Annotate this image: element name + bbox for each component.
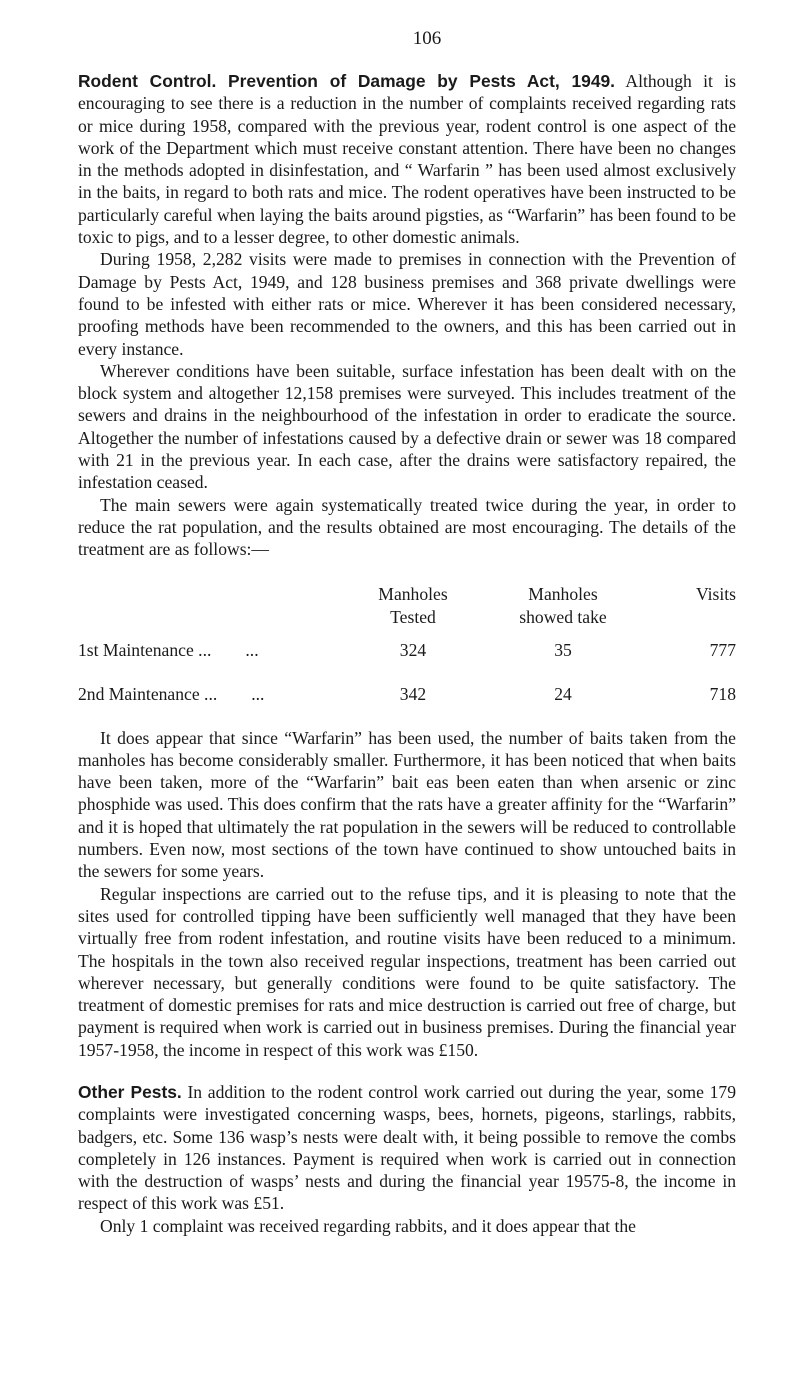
other-paragraph-2: Only 1 complaint was received regarding rabbits, and it does appear that the — [100, 1215, 636, 1236]
table-header-tested — [348, 583, 478, 629]
row-leader-dots: ... — [251, 683, 265, 704]
row-tested: 324 — [399, 639, 427, 660]
other-heading: Other Pests. — [78, 1081, 182, 1102]
header-take-line1: Manholes — [528, 583, 598, 604]
row-leader-dots: ... — [245, 639, 259, 660]
header-tested-line1: Manholes — [378, 583, 448, 604]
table-header-take — [478, 583, 648, 629]
rodent-paragraph-1-text: Although it is encouraging to see there is a reduction in the number of complaints received regarding rats or mice during 1958, compared with the previous year, rodent control is one aspect of the work of the Department which must receive constant attention. There have been no changes in the methods adopted in disinfestation, and “ Warfarin ” has been used almost exclusively in the baits, in regard to both rats and mice. The rodent operatives have been instructed to be particularly careful when laying the baits around pigsties, as “Warfarin” has been found to be toxic to pigs, and to a lesser degree, to other domestic animals. — [78, 71, 736, 248]
header-tested-line2: Tested — [390, 606, 436, 627]
header-take-line2: showed take — [519, 606, 607, 627]
row-visits: 777 — [709, 639, 736, 660]
treatment-table — [78, 583, 736, 705]
rodent-paragraph-6: Regular inspections are carried out to the refuse tips, and it is pleasing to note that the sites used for controlled tipping have been sufficiently well managed that they have been virtually free from rodent infestation, and routine visits have been reduced to a minimum. The hospitals in the town also received regular inspections, treatment has been carried out wherever necessary, but generally conditions were found to be quite satisfactory. The treatment of domestic premises for rats and mice destruction is carried out free of charge, but payment is required when work is carried out in business premises. During the financial year 1957-1958, the income in respect of this work was £150. — [78, 883, 736, 1060]
row-tested: 342 — [399, 683, 427, 704]
document-page — [78, 28, 736, 1237]
row-label — [78, 639, 348, 661]
header-visits-line1: Visits — [695, 583, 736, 604]
rodent-paragraph-4: The main sewers were again systematically treated twice during the year, in order to reduce the rat population, and the results obtained are most encouraging. The details of the treatment are as follows:— — [78, 494, 736, 560]
rodent-paragraph-5: It does appear that since “Warfarin” has been used, the number of baits taken from the manholes has become considerably smaller. Furthermore, it has been noticed that when baits have been taken, more of the “Warfarin” bait eas been eaten than when arsenic or zinc phosphide was used. This does confirm that the rats have a greater affinity for the “Warfarin” and it is hoped that ultimately the rat population in the sewers will be reduced to controllable numbers. Even now, most sections of the town have continued to show untouched baits in the sewers for some years. — [78, 727, 736, 882]
table-header-visits — [648, 583, 736, 606]
rodent-paragraph-2: During 1958, 2,282 visits were made to premises in connection with the Prevention of Damage by Pests Act, 1949, and 128 business premises and 368 private dwellings were found to be infested with either rats or mice. Wherever it has been considered necessary, proofing methods have been recommended to the owners, and this has been carried out in every instance. — [78, 249, 736, 359]
table-row — [78, 639, 736, 661]
row-take: 24 — [554, 683, 572, 704]
table-row — [78, 683, 736, 705]
row-label — [78, 683, 348, 705]
row-visits: 718 — [709, 683, 736, 704]
table-header-row — [78, 583, 736, 629]
row-take: 35 — [554, 639, 572, 660]
rodent-paragraph-3: Wherever conditions have been suitable, surface infestation has been dealt with on the block system and altogether 12,158 premises were surveyed. This includes treatment of the sewers and drains in the neighbourhood of the infestation in order to eradicate the source. Altogether the number of infestations caused by a defective drain or sewer was 18 compared with 21 in the previous year. In each case, after the drains were satisfactory repaired, the infestation ceased. — [78, 360, 736, 493]
row-label-text: 2nd Maintenance ... — [78, 683, 218, 704]
other-paragraph-1 — [78, 1081, 736, 1215]
rodent-heading: Rodent Control. Prevention of Damage by Pests Act, 1949. — [78, 71, 615, 91]
other-paragraph-1-text: In addition to the rodent control work carried out during the year, some 179 complaints were investigated concerning wasps, bees, hornets, pigeons, starlings, rabbits, badgers, etc. Some 136 wasp’s nests were dealt with, it being possible to remove the combs completely in 126 instances. Payment is required when work is carried out in connection with the destruction of wasps’ nests and during the financial year 19575-8, the income in respect of this work was £51. — [78, 1081, 736, 1214]
page-number: 106 — [412, 28, 442, 49]
rodent-paragraph-1 — [78, 70, 736, 248]
row-label-text: 1st Maintenance ... — [78, 639, 212, 660]
